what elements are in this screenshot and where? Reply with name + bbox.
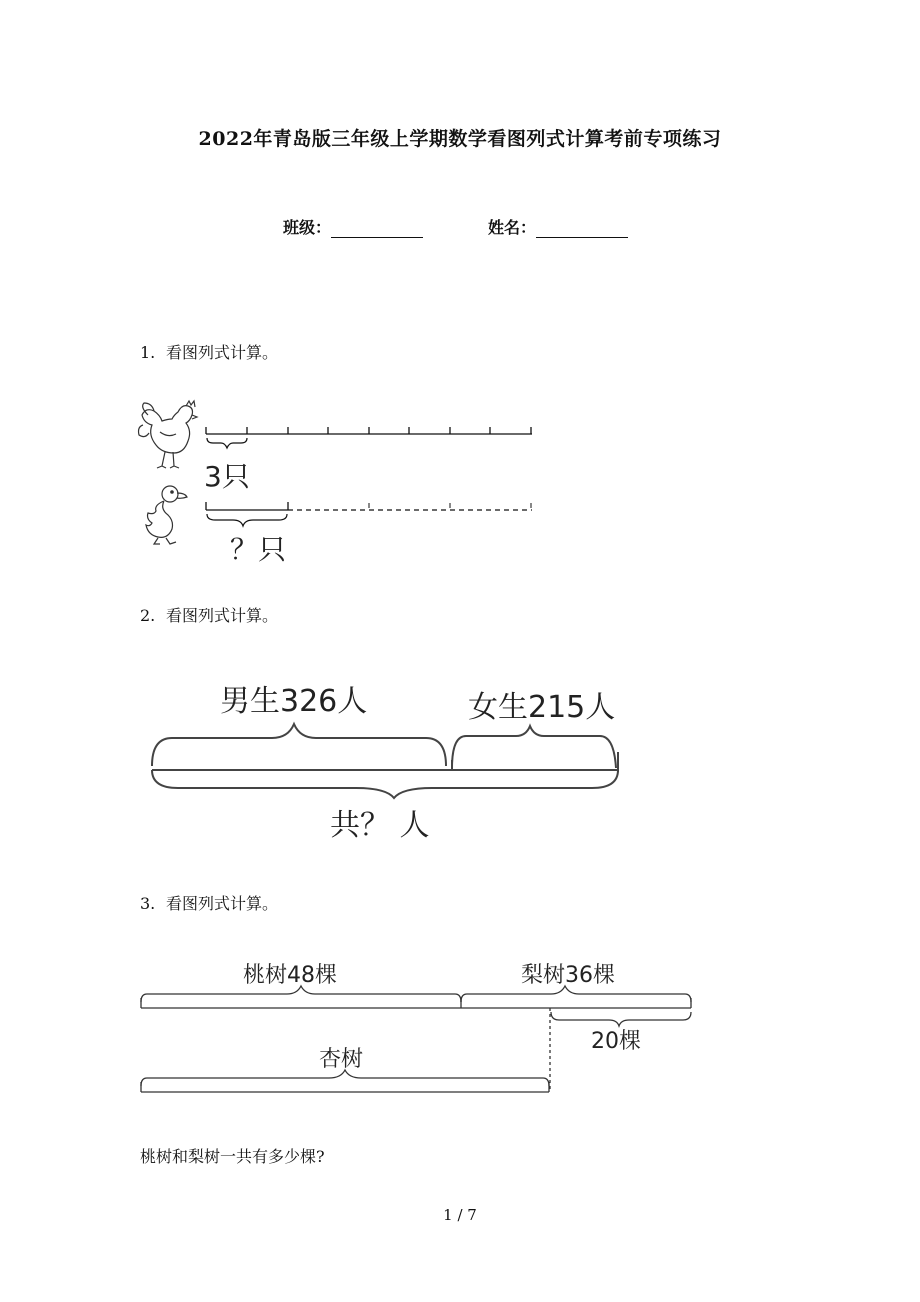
peach-label: 桃树48棵 <box>243 963 337 988</box>
question-number: 1. <box>140 343 156 362</box>
page-title: 2022年青岛版三年级上学期数学看图列式计算考前专项练习 <box>198 128 722 150</box>
question-prompt: 看图列式计算。 <box>166 606 279 625</box>
question-number: 2. <box>140 606 156 625</box>
boys-label: 男生326人 <box>220 684 368 719</box>
total-label: 共？ 人 <box>330 808 430 843</box>
apricot-label: 杏树 <box>319 1047 364 1072</box>
page-number: 1 / 7 <box>443 1206 477 1224</box>
sub-question: 桃树和梨树一共有多少棵? <box>140 1147 325 1166</box>
question-prompt: 看图列式计算。 <box>166 343 279 362</box>
pear-label: 梨树36棵 <box>521 963 615 988</box>
rooster-count-label: 3只 <box>204 460 250 493</box>
class-label: 班级： <box>283 218 332 237</box>
question-prompt: 看图列式计算。 <box>166 894 279 913</box>
girls-label: 女生215人 <box>468 690 616 725</box>
question-number: 3. <box>140 894 156 913</box>
duck-count-label: ？只 <box>230 533 287 566</box>
diff-label: 20棵 <box>591 1029 641 1054</box>
name-label: 姓名： <box>488 218 537 237</box>
